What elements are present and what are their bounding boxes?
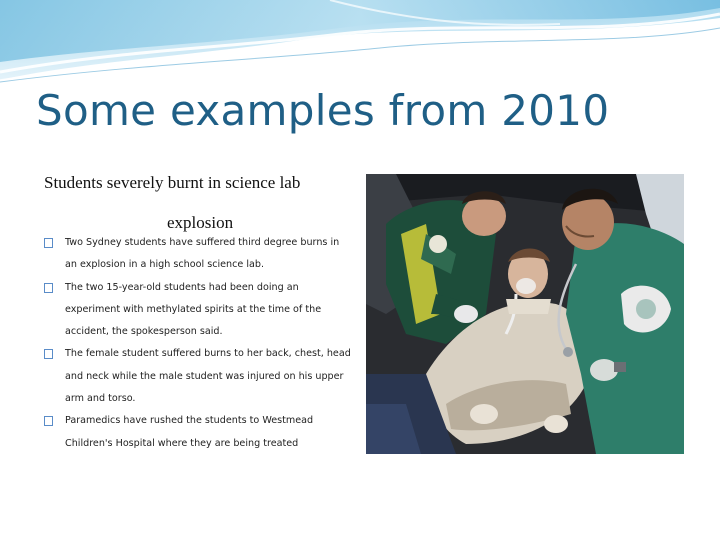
bullet-text: Paramedics have rushed the students to Westmead Children's Hospital where they are being treated xyxy=(65,415,314,449)
article-heading xyxy=(44,163,354,243)
bullet-item xyxy=(44,232,354,277)
paramedics-photo xyxy=(366,174,684,454)
slide-title: Some examples from 2010 xyxy=(36,86,610,135)
bullet-box-icon xyxy=(44,283,53,293)
bullet-item xyxy=(44,277,354,344)
article-heading-line2: explosion xyxy=(167,213,234,232)
bullet-text: The female student suffered burns to her back, chest, head and neck while the male student was injured on his upper arm and torso. xyxy=(65,348,351,405)
bullet-box-icon xyxy=(44,416,53,426)
bullet-box-icon xyxy=(44,349,53,359)
bullet-item xyxy=(44,343,354,410)
article-heading-line1: Students severely burnt in science lab xyxy=(44,173,301,192)
bullet-text: Two Sydney students have suffered third degree burns in an explosion in a high school science lab. xyxy=(65,237,340,271)
bullet-box-icon xyxy=(44,238,53,248)
bullet-list xyxy=(44,232,354,455)
header-wave-decoration xyxy=(0,0,720,90)
bullet-text: The two 15-year-old students had been doing an experiment with methylated spirits at the time of the accident, the spokesperson said. xyxy=(65,281,322,338)
bullet-item xyxy=(44,410,354,455)
